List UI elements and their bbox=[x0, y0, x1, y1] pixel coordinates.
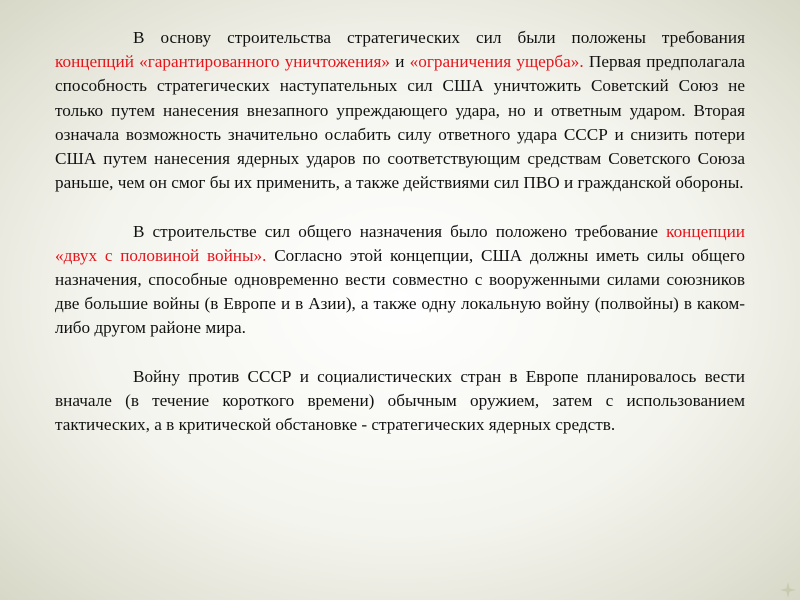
text-segment: Первая предполагала способность стратегических наступательных сил США уничтожить Советский Союз не только путем нанесения внезапного упреждающего удара, но и ответным ударом. Вторая означала возможность значительно ослабить силу ответного удара СССР и снизить потери США путем нанесения ядерных ударов по соответствующим средствам Советского Союза раньше, чем он смог бы их применить, а также действиями сил ПВО и гражданской обороны. bbox=[55, 52, 745, 193]
highlight-two-and-half-wars: концепции «двух с половиной войны». bbox=[55, 221, 745, 265]
text-segment: Войну против СССР и социалистических стран в Европе планировалось вести вначале (в течение короткого времени) обычным оружием, затем с использованием тактических, а в критической обстановке - стратегических ядерных средств. bbox=[55, 366, 745, 435]
highlight-damage-limitation: «ограничения ущерба». bbox=[409, 52, 584, 72]
text-segment: В основу строительства стратегических сил были положены требования bbox=[133, 28, 745, 47]
text-segment: и bbox=[389, 52, 410, 72]
four-point-star-icon bbox=[780, 582, 796, 598]
text-segment: Согласно этой концепции, США должны иметь силы общего назначения, способные одновременно вести совместно с вооруженными силами союзников две большие войны (в Европе и в Азии), а также одну локальную войну (полвойны) в каком-либо другом районе мира. bbox=[55, 245, 745, 338]
paragraph-strategic-forces bbox=[55, 26, 745, 195]
highlight-assured-destruction: концепций «гарантированного уничтожения» bbox=[55, 52, 390, 72]
slide-text-body bbox=[55, 26, 745, 462]
paragraph-war-plan bbox=[55, 365, 745, 438]
text-segment: В строительстве сил общего назначения было положено требование bbox=[133, 221, 667, 241]
paragraph-general-forces bbox=[55, 220, 745, 341]
